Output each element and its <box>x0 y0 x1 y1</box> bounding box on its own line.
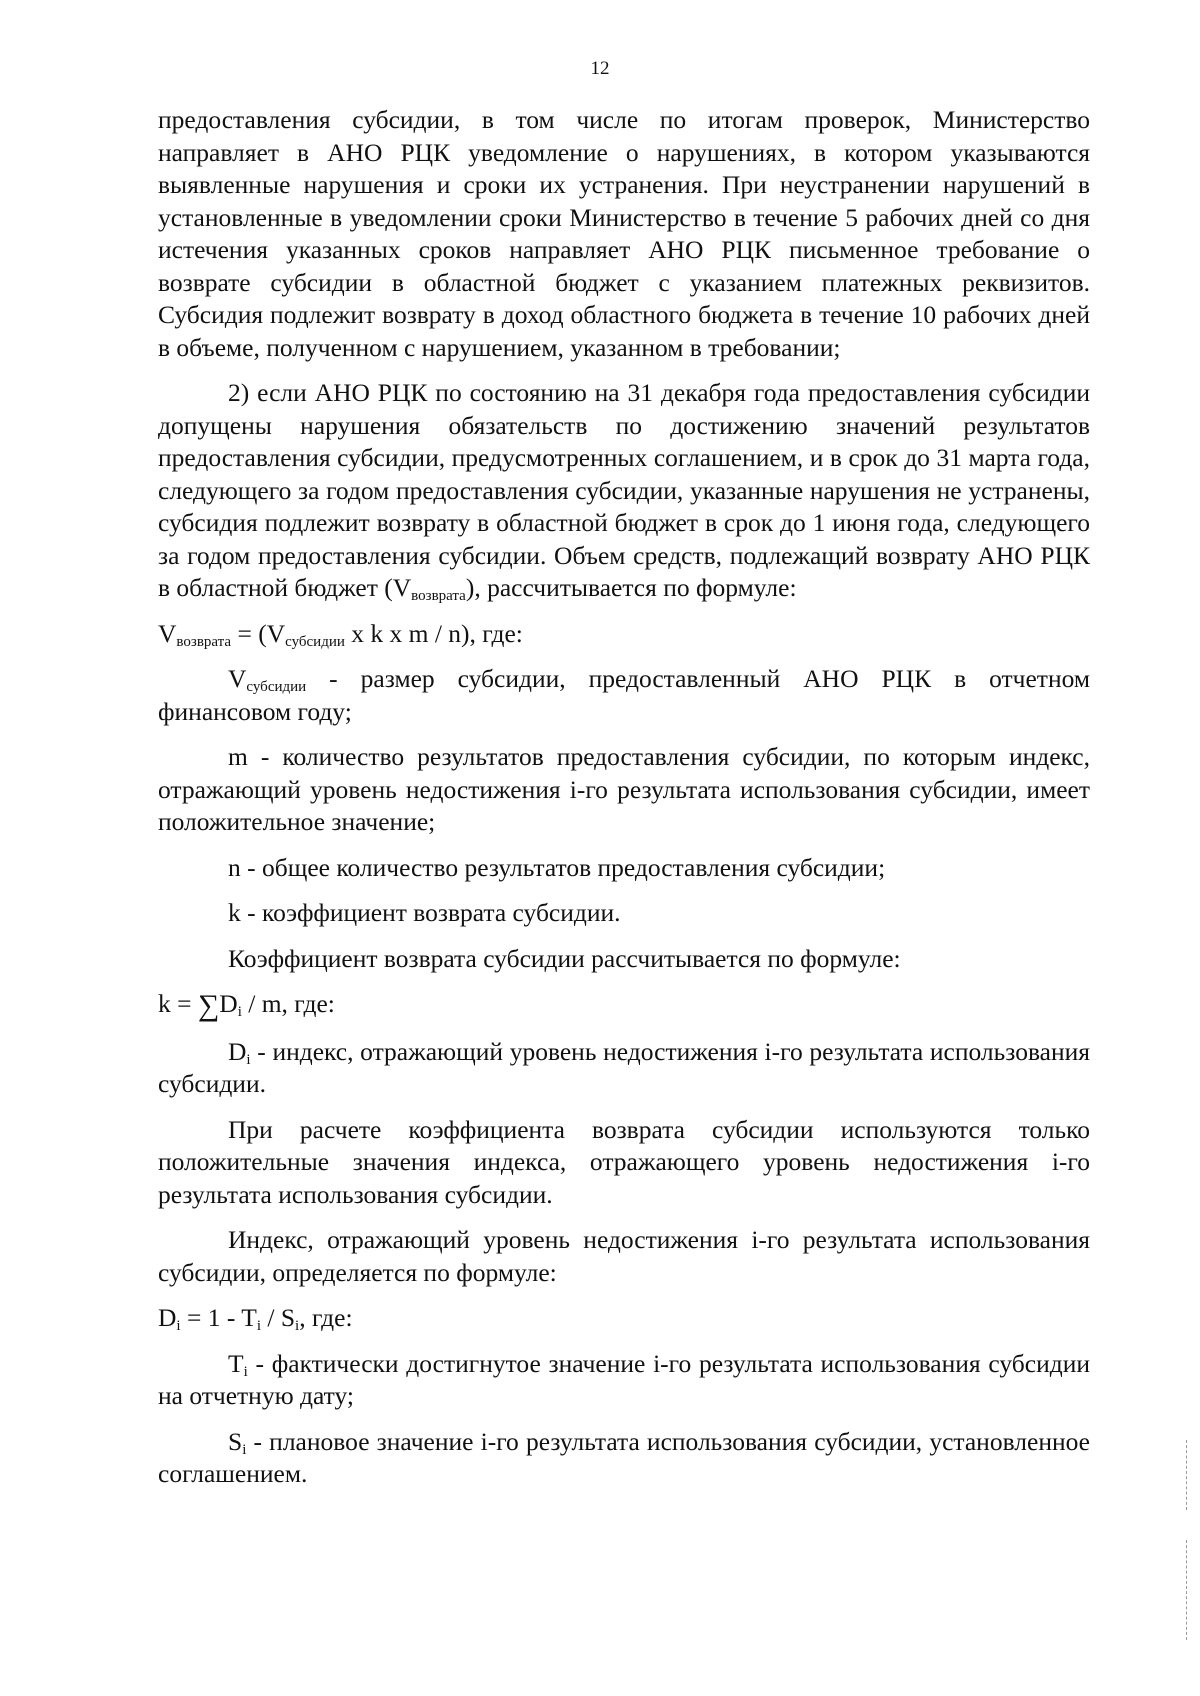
formula-return-volume: $V_{возврата} = (V_{субсидии}$ x k x m / n), где: <box>158 618 523 650</box>
formula-index: $D_i = 1 - T_i / S_i$, где: <box>158 1303 353 1334</box>
definition-n: n - общее количество результатов предоставления субсидии; <box>228 852 886 882</box>
definition-di: $D_i$ - индекс, отражающий уровень недостижения i-го результата использования субсидии. <box>158 1036 1090 1098</box>
sum-sign: ∑ <box>197 989 220 1022</box>
paragraph-return-conditions: 2) если АНО РЦК по состоянию на 31 декабря года предоставления субсидии допущены нарушения обязательств по достижению значений результатов предоставления субсидии, предусмотренных соглашением, и в срок до 31 марта года, следующего за годом предоставления субсидии, указанные нарушения не устранены, субсидия подлежит возврату в областной бюджет в срок до 1 июня года, следующего за годом предоставления субсидии. Объем средств, подлежащий возврату АНО РЦК в областной бюджет $(V_{возврата})$, рассчитывается по формуле: <box>158 378 1090 604</box>
paragraph-notification: предоставления субсидии, в том числе по итогам проверок, Министерство направляет в АНО РЦК уведомление о нарушениях, в котором указываются выявленные нарушения и сроки их устранения. При неустранении нарушений в установленные в уведомлении сроки Министерство в течение 5 рабочих дней со дня истечения указанных сроков направляет АНО РЦК письменное требование о возврате субсидии в областной бюджет с указанием платежных реквизитов. Субсидия подлежит возврату в доход областного бюджета в течение 10 рабочих дней в объеме, полученном с нарушением, указанном в требовании; <box>158 105 1090 362</box>
formula-coefficient: $k = \sum D_i / m$, где: <box>158 989 335 1022</box>
definition-v-subsidy: $V_{субсидии}$ - размер субсидии, предоставленный АНО РЦК в отчетном финансовом году; <box>158 664 1090 726</box>
definition-ti: $T_i$ - фактически достигнутое значение i-го результата использования субсидии на отчетную дату; <box>158 1348 1090 1410</box>
scan-edge-mark <box>1186 1540 1189 1640</box>
document-body <box>158 104 1090 1491</box>
index-intro: Индекс, отражающий уровень недостижения i-го результата использования субсидии, определяется по формуле: <box>158 1225 1090 1287</box>
definition-k: k - коэффициент возврата субсидии. <box>228 898 621 927</box>
definition-m: m - количество результатов предоставления субсидии, по которым индекс, отражающий уровень недостижения i-го результата использования субсидии, имеет положительное значение; <box>158 742 1090 836</box>
page-number: 12 <box>590 58 610 79</box>
definition-si: $S_i$ - плановое значение i-го результата использования субсидии, установленное соглашением. <box>158 1426 1090 1488</box>
scan-edge-mark <box>1186 1440 1189 1510</box>
paragraph-positive-values: При расчете коэффициента возврата субсидии используются только положительные значения индекса, отражающего уровень недостижения i-го результата использования субсидии. <box>158 1114 1090 1209</box>
coefficient-intro: Коэффициент возврата субсидии рассчитывается по формуле: <box>228 943 901 973</box>
